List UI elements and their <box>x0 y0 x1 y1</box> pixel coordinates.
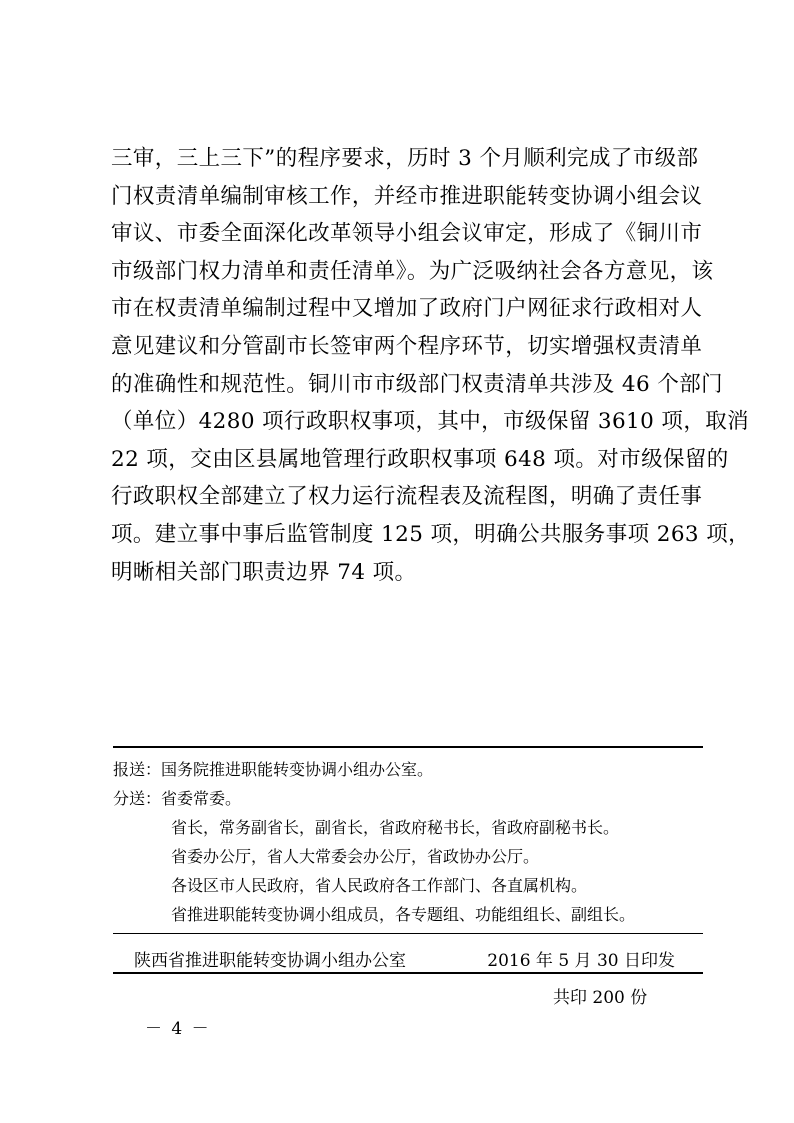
body-line: 意见建议和分管副市长签审两个程序环节，切实增强权责清单 <box>111 333 703 359</box>
copy-to-recipients: 省长，常务副省长，副省长，省政府秘书长，省政府副秘书长。 <box>171 818 620 837</box>
copy-to-recipients: 省推进职能转变协调小组成员，各专题组、功能组组长、副组长。 <box>171 905 636 924</box>
body-line: （单位）4280 项行政职权事项，其中，市级保留 3610 项，取消 <box>111 409 750 435</box>
issuer-row <box>113 946 703 971</box>
copy-to-recipients: 各设区市人民政府，省人民政府各工作部门、各直属机构。 <box>171 876 588 895</box>
body-line: 三审，三上三下”的程序要求，历时 3 个月顺利完成了市级部 <box>111 146 699 171</box>
body-line: 项。建立事中事后监管制度 125 项，明确公共服务事项 263 项， <box>111 521 751 547</box>
body-line: 明晰相关部门职责边界 74 项。 <box>111 559 417 585</box>
body-line: 的准确性和规范性。铜川市市级部门权责清单共涉及 46 个部门 <box>111 371 724 397</box>
middle-divider <box>113 933 703 934</box>
top-divider <box>113 746 703 748</box>
body-line: 22 项，交由区县属地管理行政职权事项 648 项。对市级保留的 <box>111 446 729 472</box>
body-line: 审议、市委全面深化改革领导小组会议审定，形成了《铜川市 <box>111 221 703 247</box>
issue-date: 2016 年 5 月 30 日印发 <box>487 951 675 971</box>
body-line: 门权责清单编制审核工作，并经市推进职能转变协调小组会议 <box>111 183 703 209</box>
bottom-divider <box>113 972 703 974</box>
copy-to-line: 分送：省委常委。 <box>113 789 242 808</box>
issuer-name: 陕西省推进职能转变协调小组办公室 <box>134 951 406 971</box>
body-line: 市级部门权力清单和责任清单》。为广泛吸纳社会各方意见，该 <box>111 258 714 284</box>
body-line: 行政职权全部建立了权力运行流程表及流程图，明确了责任事 <box>111 484 703 510</box>
page-number: － 4 － <box>145 1019 211 1039</box>
body-paragraph <box>111 140 751 591</box>
report-to-line: 报送：国务院推进职能转变协调小组办公室。 <box>113 760 434 779</box>
print-copies: 共印 200 份 <box>553 988 648 1008</box>
body-line: 市在权责清单编制过程中又增加了政府门户网征求行政相对人 <box>111 296 703 322</box>
copy-to-recipients: 省委办公厅，省人大常委会办公厅，省政协办公厅。 <box>171 847 540 866</box>
